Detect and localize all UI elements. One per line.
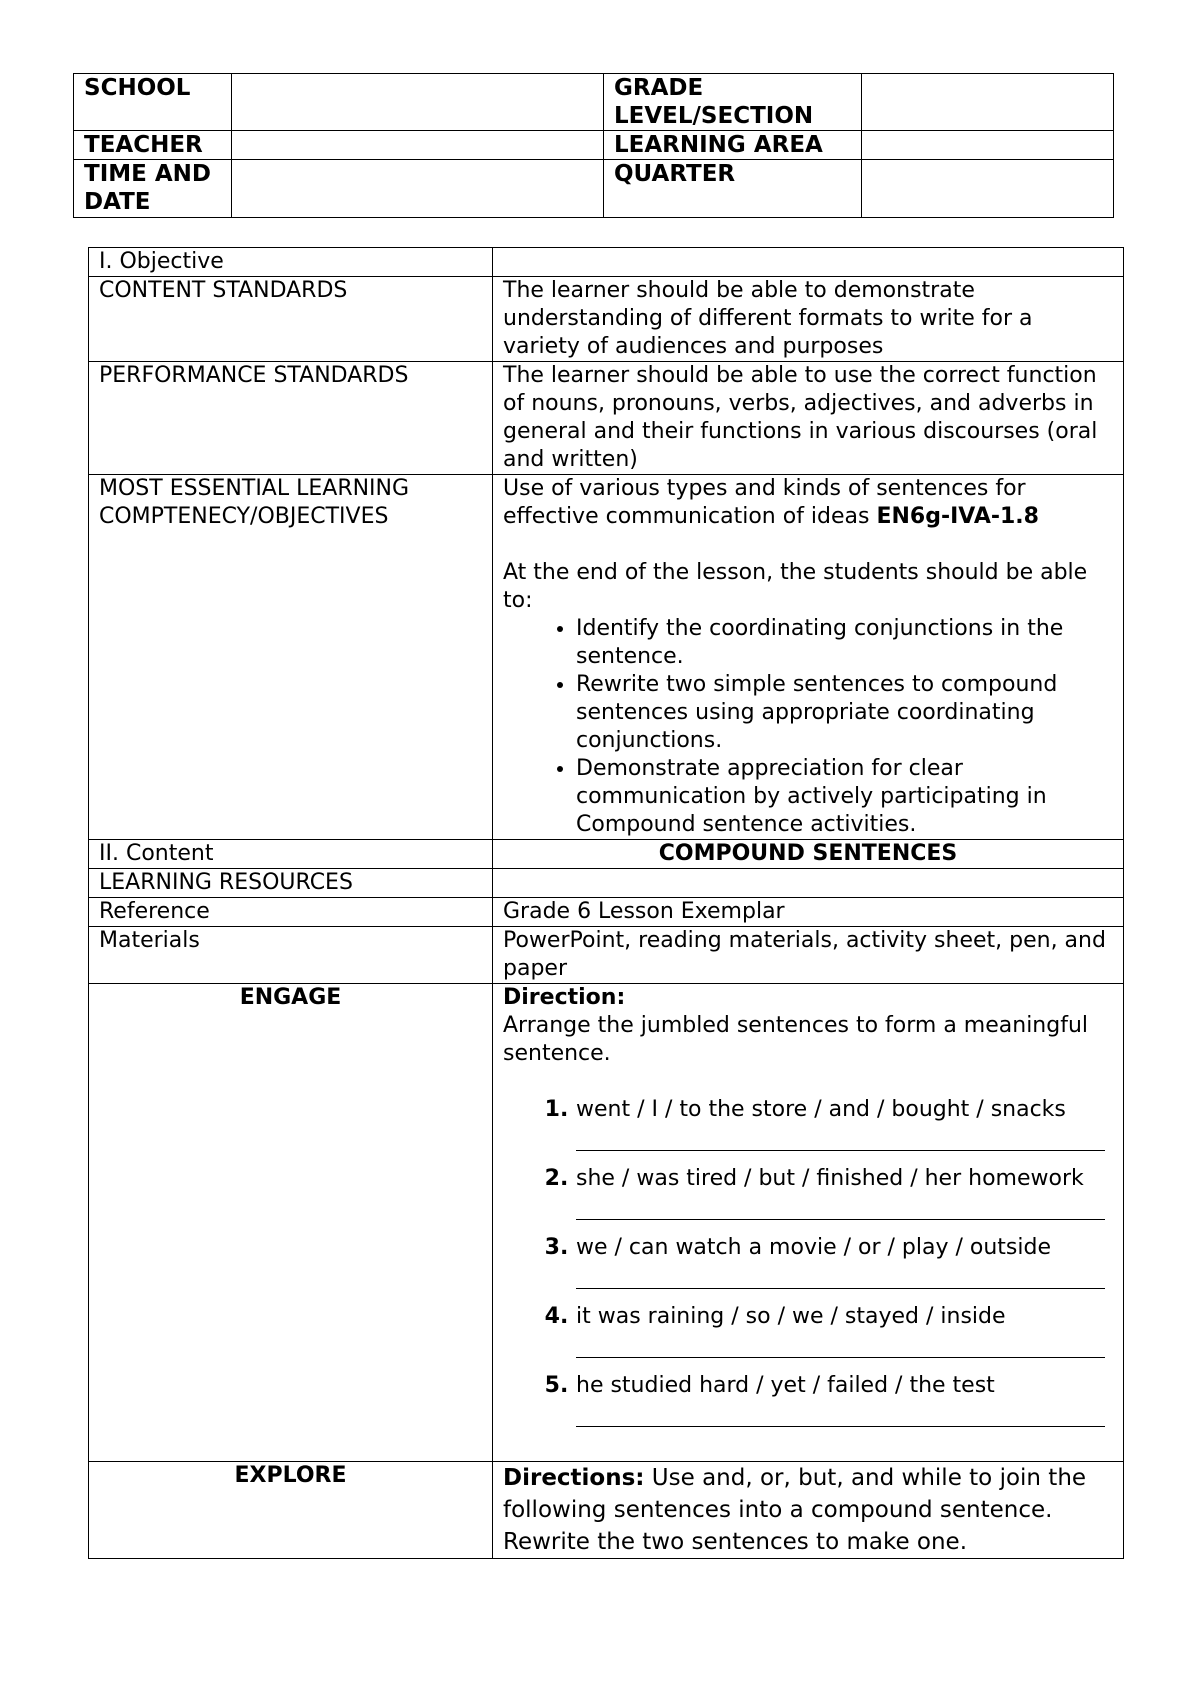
lesson-plan-table xyxy=(88,247,1124,1559)
jumbled-item: 3. we / can watch a movie / or / play / outside xyxy=(576,1234,1113,1289)
content-standards-text: The learner should be able to demonstrate understanding of different formats to write for a variety of audiences and purposes xyxy=(493,277,1124,362)
melc-text: Use of various types and kinds of sentences for effective communication of ideas xyxy=(503,476,1026,529)
header-info-table xyxy=(73,73,1114,218)
explore-cell xyxy=(493,1462,1124,1559)
engage-direction-label: Direction: xyxy=(503,985,626,1010)
content-label: II. Content xyxy=(89,840,493,869)
engage-cell xyxy=(493,984,1124,1462)
time-date-label: TIME AND DATE xyxy=(74,160,232,218)
jumbled-item: 1. went / I / to the store / and / bought / snacks xyxy=(576,1096,1113,1151)
learning-area-field[interactable] xyxy=(862,131,1114,160)
quarter-field[interactable] xyxy=(862,160,1114,218)
objective-item: • Identify the coordinating conjunctions in the sentence. xyxy=(576,615,1113,671)
jumbled-sentences-list xyxy=(503,1096,1113,1427)
teacher-label: TEACHER xyxy=(74,131,232,160)
performance-standards-text: The learner should be able to use the correct function of nouns, pronouns, verbs, adjectives, and adverbs in general and their functions in various discourses (oral and written) xyxy=(493,362,1124,475)
learning-area-label: LEARNING AREA xyxy=(604,131,862,160)
objective-label: I. Objective xyxy=(89,248,493,277)
reference-label: Reference xyxy=(89,898,493,927)
engage-direction-text: Arrange the jumbled sentences to form a meaningful sentence. xyxy=(503,1013,1089,1066)
answer-line[interactable] xyxy=(576,1331,1105,1358)
grade-level-field[interactable] xyxy=(862,74,1114,131)
melc-cell xyxy=(493,475,1124,840)
answer-line[interactable] xyxy=(576,1124,1105,1151)
melc-statement xyxy=(503,475,1113,531)
answer-line[interactable] xyxy=(576,1193,1105,1220)
engage-label: ENGAGE xyxy=(89,984,493,1462)
melc-code: EN6g-IVA-1.8 xyxy=(876,504,1039,529)
teacher-field[interactable] xyxy=(232,131,604,160)
objective-value xyxy=(493,248,1124,277)
content-title: COMPOUND SENTENCES xyxy=(493,840,1124,869)
jumbled-item: 5. he studied hard / yet / failed / the test xyxy=(576,1372,1113,1427)
jumbled-item: 2. she / was tired / but / finished / her homework xyxy=(576,1165,1113,1220)
school-field[interactable] xyxy=(232,74,604,131)
content-standards-label: CONTENT STANDARDS xyxy=(89,277,493,362)
learning-resources-value xyxy=(493,869,1124,898)
objective-item: • Demonstrate appreciation for clear communication by actively participating in Compound sentence activities. xyxy=(576,755,1113,839)
explore-directions-label: Directions: xyxy=(503,1465,645,1491)
school-label: SCHOOL xyxy=(74,74,232,131)
objective-item: • Rewrite two simple sentences to compound sentences using appropriate coordinating conjunctions. xyxy=(576,671,1113,755)
time-date-field[interactable] xyxy=(232,160,604,218)
melc-label: MOST ESSENTIAL LEARNING COMPTENECY/OBJECTIVES xyxy=(89,475,493,840)
jumbled-item: 4. it was raining / so / we / stayed / inside xyxy=(576,1303,1113,1358)
reference-value: Grade 6 Lesson Exemplar xyxy=(493,898,1124,927)
answer-line[interactable] xyxy=(576,1400,1105,1427)
melc-intro: At the end of the lesson, the students should be able to: xyxy=(503,560,1088,613)
answer-line[interactable] xyxy=(576,1262,1105,1289)
explore-label: EXPLORE xyxy=(89,1462,493,1559)
performance-standards-label: PERFORMANCE STANDARDS xyxy=(89,362,493,475)
quarter-label: QUARTER xyxy=(604,160,862,218)
explore-directions-text: Use and, or, but, and while to join the following sentences into a compound sentence. Rewrite the two sentences to make one. xyxy=(503,1465,1087,1555)
materials-label: Materials xyxy=(89,927,493,984)
learning-resources-label: LEARNING RESOURCES xyxy=(89,869,493,898)
objectives-list xyxy=(503,615,1113,839)
materials-value: PowerPoint, reading materials, activity sheet, pen, and paper xyxy=(493,927,1124,984)
grade-level-label: GRADE LEVEL/SECTION xyxy=(604,74,862,131)
